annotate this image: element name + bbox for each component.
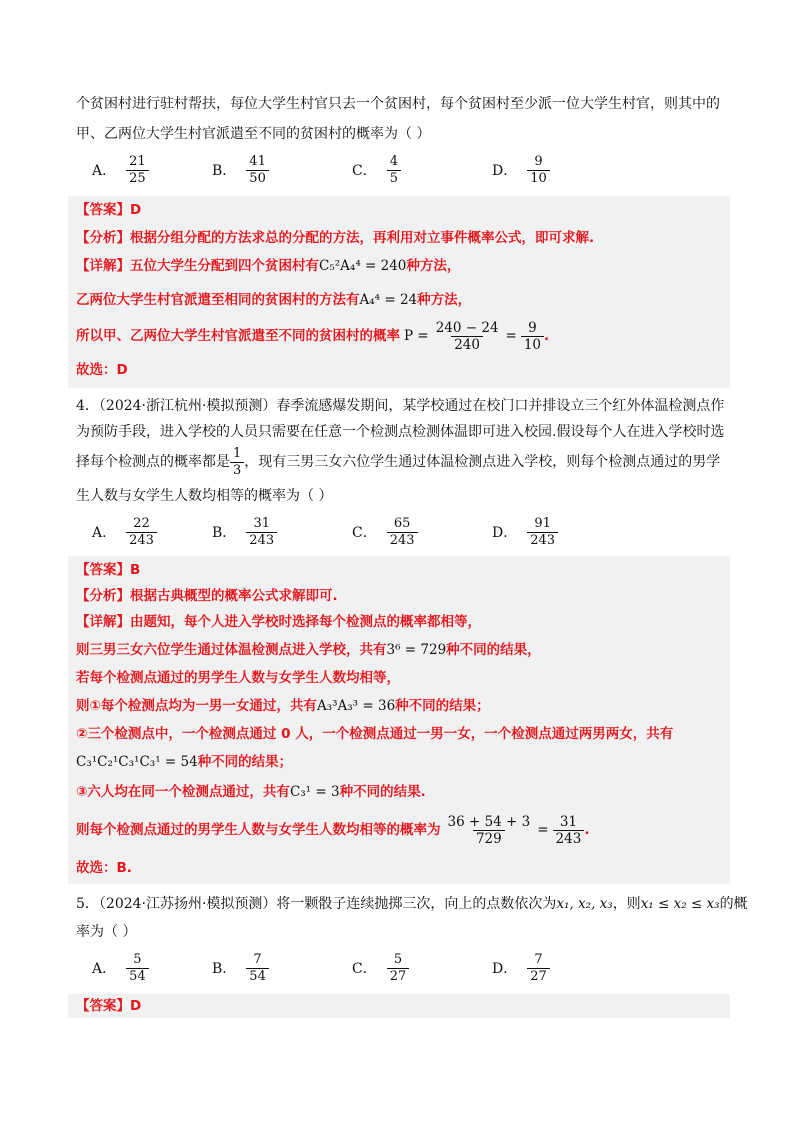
q4-detail-3: 若每个检测点通过的男学生人数与女学生人数均相等， (76, 670, 400, 686)
q4-detail-1: 【详解】由题知，每个人进入学校时选择每个检测点的概率都相等， (76, 614, 481, 630)
q4-line1: 4．（2024·浙江杭州·模拟预测）春季流感爆发期间，某学校通过在校门口并排设立三个红外体温检测点作 (76, 398, 725, 414)
q5-option-a[interactable]: A． $\frac{5}{54}$ (92, 948, 149, 988)
q3-line1: 个贫困村进行驻村帮扶，每位大学生村官只去一个贫困村，每个贫困村至少派一位大学生村官，则其中的 (76, 96, 720, 112)
q5-answer: 【答案】D (76, 998, 142, 1014)
q4-line2: 为预防手段，进入学校的人员只需要在任意一个检测点检测体温即可进入校园.假设每个人在进入学校时选 (76, 424, 725, 440)
q4-detail-2: 则三男三女六位学生通过体温检测点进入学校，共有3⁶ = 729种不同的结果， (76, 642, 541, 658)
q3-option-d[interactable]: D． $\frac{9}{10}$ (492, 150, 550, 190)
q3-detail-1: 【详解】五位大学生分配到四个贫困村有C₅²A₄⁴ = 240种方法， (76, 258, 461, 274)
q5-answer-panel (68, 994, 730, 1018)
q3-option-a[interactable]: A． $\frac{21}{25}$ (92, 150, 149, 190)
q5-line2: 率为（ ） (76, 924, 137, 940)
q4-detail-5: ②三个检测点中，一个检测点通过 0 人，一个检测点通过一男一女，一个检测点通过两男两女，共有 (76, 726, 674, 742)
q5-option-b[interactable]: B． $\frac{7}{54}$ (212, 948, 269, 988)
q3-conclusion: 故选：D (76, 362, 128, 378)
q3-detail-3: 所以甲、乙两位大学生村官派遣至不同的贫困村的概率 P = $\frac{240 - 24}{240}$ = $\frac{9}{10}$ . (76, 319, 550, 353)
q3-analysis: 【分析】根据分组分配的方法求总的分配的方法，再利用对立事件概率公式，即可求解. (76, 230, 595, 246)
q4-options (92, 512, 712, 552)
q3-detail-2: 乙两位大学生村官派遣至相同的贫困村的方法有A₄⁴ = 24种方法， (76, 292, 472, 308)
q5-options (92, 948, 712, 988)
q4-line4: 生人数与女学生人数均相等的概率为（ ） (76, 488, 333, 504)
q3-option-c[interactable]: C． $\frac{4}{5}$ (352, 150, 401, 190)
q4-detail-6: C₃¹C₂¹C₃¹C₃¹ = 54种不同的结果； (76, 754, 293, 770)
q5-option-d[interactable]: D． $\frac{7}{27}$ (492, 948, 550, 988)
q3-options (92, 150, 712, 190)
q4-option-a[interactable]: A． $\frac{22}{243}$ (92, 512, 157, 552)
q4-detail-7: ③六人均在同一个检测点通过，共有C₃¹ = 3种不同的结果. (76, 784, 426, 800)
q4-answer: 【答案】B (76, 562, 141, 578)
q4-option-c[interactable]: C． $\frac{65}{243}$ (352, 512, 418, 552)
q4-conclusion: 故选：B. (76, 860, 132, 876)
q4-option-d[interactable]: D． $\frac{91}{243}$ (492, 512, 558, 552)
q4-detail-8: 则每个检测点通过的男学生人数与女学生人数均相等的概率为 $\frac{36 + 54 + 3}{729}$ = $\frac{31}{243}$ . (76, 813, 590, 847)
q5-line1: 5．（2024·江苏扬州·模拟预测）将一颗骰子连续抛掷三次，向上的点数依次为x₁, x₂, x₃，则x₁ ≤ x₂ ≤ x₃的概 (76, 896, 748, 912)
q4-line3: 择每个检测点的概率都是 $\frac{1}{3}$ ，现有三男三女六位学生通过体温检测点进入学校，则每个检测点通过的男学 (76, 445, 721, 478)
q3-answer: 【答案】D (76, 202, 142, 218)
q4-option-b[interactable]: B． $\frac{31}{243}$ (212, 512, 277, 552)
q5-option-c[interactable]: C． $\frac{5}{27}$ (352, 948, 409, 988)
q4-detail-4: 则①每个检测点均为一男一女通过，共有A₃³A₃³ = 36种不同的结果； (76, 698, 490, 714)
q4-analysis: 【分析】根据古典概型的概率公式求解即可. (76, 588, 338, 604)
q3-line2: 甲、乙两位大学生村官派遣至不同的贫困村的概率为（ ） (76, 126, 431, 142)
q3-option-b[interactable]: B． $\frac{41}{50}$ (212, 150, 269, 190)
